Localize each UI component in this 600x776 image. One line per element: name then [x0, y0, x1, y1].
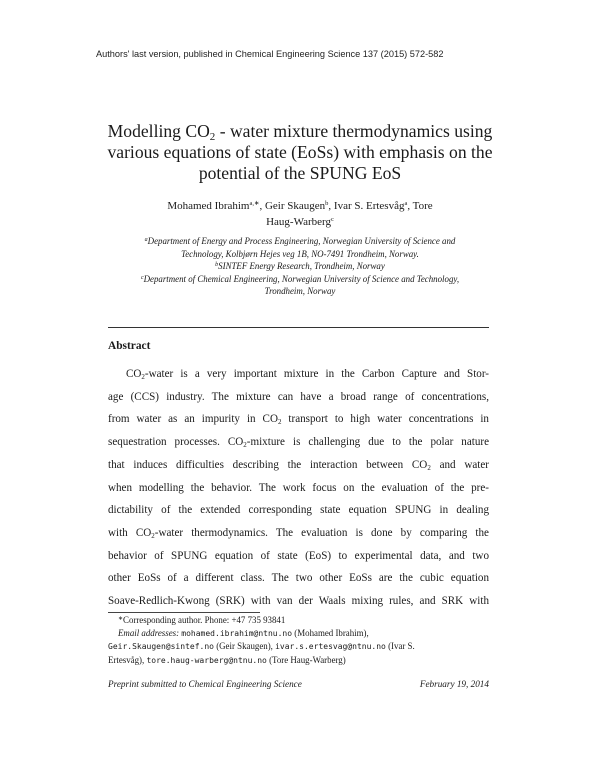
abstract-body [108, 363, 489, 613]
affiliation-c-line-1 [110, 273, 490, 286]
author-affil-mark: b [325, 200, 329, 207]
affiliation-b [110, 260, 490, 273]
paper-title [90, 121, 510, 184]
email-owner: (Geir Skaugen), [213, 641, 276, 652]
affiliation-a-line-2: Technology, Kolbjørn Hejes veg 1B, NO-7491 Trondheim, Norway. [181, 248, 419, 259]
title-line-2: various equations of state (EoSs) with emphasis on the [107, 142, 493, 162]
author-name: , Ivar S. Ertesvåg [328, 200, 405, 212]
abstract-subscript: 2 [243, 441, 247, 450]
author-affil-mark: a,∗ [249, 200, 260, 207]
abstract-text: with CO [108, 526, 152, 539]
affil-mark: a [144, 237, 148, 243]
email-owner: (Mohamed Ibrahim), [292, 627, 369, 638]
abstract-text: transport to high water concentrations in [281, 413, 489, 426]
abstract-top-rule [108, 327, 489, 328]
abstract-line: dictability of the extended corresponding state equation SPUNG in dealing [108, 504, 489, 517]
abstract-text: -water is a very important mixture in the Carbon Capture and Stor- [144, 368, 489, 380]
author-name: , Geir Skaugen [259, 200, 326, 212]
affiliation-c-line-2: Trondheim, Norway [264, 286, 336, 296]
email-owner: (Tore Haug-Warberg) [266, 654, 346, 665]
abstract-text: that induces difficulties describing the interaction between CO [108, 458, 428, 471]
affil-mark: b [215, 262, 219, 268]
abstract-heading: Abstract [108, 340, 151, 352]
author-name: Haug-Warberg [266, 216, 331, 228]
title-line-1 [90, 121, 510, 142]
affil-text: SINTEF Energy Research, Trondheim, Norway [218, 261, 385, 271]
abstract-line: when modelling the behavior. The work focus on the evaluation of the pre- [108, 481, 489, 494]
abstract-text: CO [126, 368, 142, 380]
abstract-line [108, 408, 489, 431]
email-link[interactable]: mohamed.ibrahim@ntnu.no [181, 628, 293, 638]
title-text: - water mixture thermodynamics using [215, 121, 493, 141]
abstract-subscript: 2 [141, 373, 145, 381]
author-name: , Tore [407, 200, 433, 212]
footnote-mark: ∗ [118, 616, 124, 622]
abstract-subscript: 2 [427, 463, 431, 472]
abstract-text: and water [430, 458, 489, 471]
affil-mark: c [140, 274, 144, 281]
email-line-2 [108, 640, 489, 654]
title-subscript: 2 [209, 131, 216, 143]
email-link[interactable]: ivar.s.ertesvag@ntnu.no [275, 642, 386, 652]
abstract-subscript: 2 [151, 531, 155, 540]
email-line-1 [108, 627, 489, 641]
email-line-3 [108, 654, 489, 668]
title-text: Modelling CO [107, 121, 210, 141]
author-name: Mohamed Ibrahim [167, 200, 250, 212]
abstract-line [108, 363, 489, 386]
affil-text: Department of Energy and Process Engineering, Norwegian University of Science and [147, 236, 456, 246]
abstract-line: behavior of SPUNG equation of state (EoS) to experimental data, and two [108, 549, 489, 562]
email-link[interactable]: Geir.Skaugen@sintef.no [108, 642, 214, 652]
title-line-3: potential of the SPUNG EoS [198, 163, 402, 183]
author-list [140, 198, 460, 230]
abstract-text: from water as an impurity in CO [108, 413, 278, 426]
author-line-2 [140, 214, 460, 230]
email-link[interactable]: tore.haug-warberg@ntnu.no [146, 655, 267, 665]
abstract-text: -mixture is challenging due to the polar nature [246, 436, 489, 449]
abstract-text: sequestration processes. CO [108, 436, 244, 449]
author-affil-mark: a [404, 200, 408, 207]
abstract-text: -water thermodynamics. The evaluation is done by comparing the [154, 526, 489, 539]
abstract-line [108, 431, 489, 454]
abstract-line [108, 454, 489, 477]
abstract-line [108, 522, 489, 545]
author-line-1 [140, 198, 460, 214]
email-owner: (Ivar S. [385, 641, 415, 652]
corresponding-author-note [108, 614, 489, 627]
footnote-text: Corresponding author. Phone: +47 735 93841 [123, 615, 286, 625]
author-affil-mark: c [331, 216, 334, 223]
affil-text: Department of Chemical Engineering, Norwegian University of Science and Technology, [143, 273, 460, 284]
publication-note: Authors' last version, published in Chemical Engineering Science 137 (2015) 572-582 [96, 49, 444, 59]
abstract-line: other EoSs of a different class. The two other EoSs are the cubic equation [108, 572, 489, 585]
preprint-date: February 19, 2014 [419, 679, 489, 689]
affiliations [110, 235, 490, 298]
email-label: Email addresses: [118, 627, 180, 638]
abstract-subscript: 2 [277, 418, 282, 427]
abstract-line: Soave-Redlich-Kwong (SRK) with van der Waals mixing rules, and SRK with [108, 595, 489, 608]
footnote-rule [108, 612, 260, 613]
affiliation-a-line-1 [110, 235, 490, 248]
footnotes [108, 614, 489, 667]
abstract-line: age (CCS) industry. The mixture can have a broad range of concentrations, [108, 390, 489, 403]
email-owner: Ertesvåg), [108, 654, 147, 665]
preprint-note: Preprint submitted to Chemical Engineering Science [108, 679, 302, 689]
